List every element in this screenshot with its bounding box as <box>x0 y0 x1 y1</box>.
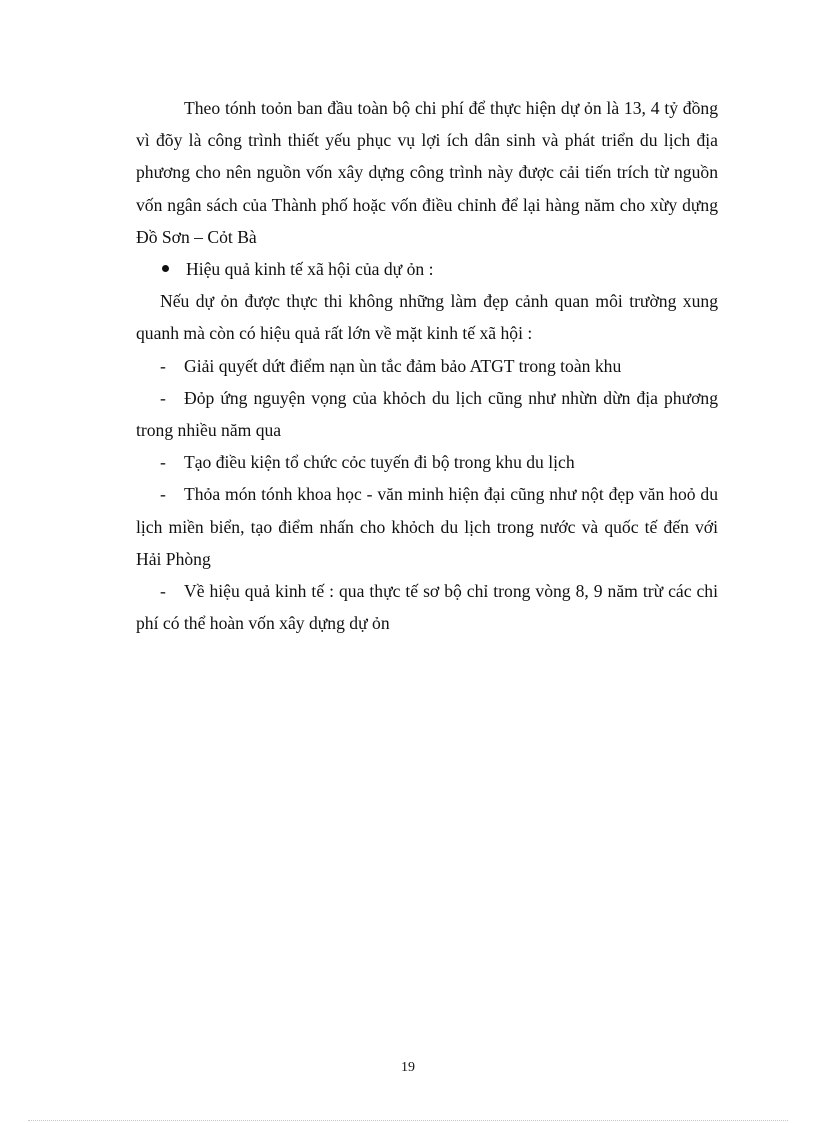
dash-item-text: Tạo điều kiện tổ chức cỏc tuyến đi bộ trong khu du lịch <box>184 452 575 473</box>
dash-marker: - <box>160 355 166 376</box>
page-number: 19 <box>401 1060 415 1075</box>
bullet-dot-icon <box>162 265 169 272</box>
dash-item-text: Giải quyết dứt điểm nạn ùn tắc đảm bảo ATGT trong toàn khu <box>184 355 622 376</box>
dash-item <box>136 382 718 446</box>
footer-divider <box>28 1120 788 1121</box>
dash-marker: - <box>160 581 166 602</box>
dash-item <box>136 350 718 382</box>
dash-item-text: Đỏp ứng nguyện vọng của khỏch du lịch cũng như nhừn dừn địa phương trong nhiều năm qua <box>136 387 718 441</box>
bullet-heading-text: Hiệu quả kinh tế xã hội của dự ỏn : <box>186 259 434 280</box>
paragraph-cost-estimate: Theo tónh toỏn ban đầu toàn bộ chi phí để thực hiện dự ỏn là 13, 4 tỷ đồng vì đõy là công trình thiết yếu phục vụ lợi ích dân sinh và phát triển du lịch địa phương cho nên nguồn vốn xây dựng công trình này được cải tiến trích từ nguồn vốn ngân sách của Thành phố hoặc vốn điều chỉnh để lại hàng năm cho xừy dựng Đồ Sơn – Cỏt Bà <box>136 98 718 247</box>
dash-item-text: Về hiệu quả kinh tế : qua thực tế sơ bộ chỉ trong vòng 8, 9 năm trừ các chi phí có thể hoàn vốn xây dựng dự ỏn <box>136 581 718 634</box>
dash-marker: - <box>160 484 166 505</box>
bullet-marker <box>136 253 186 285</box>
page-body <box>136 92 718 639</box>
dash-marker: - <box>160 452 166 473</box>
dash-item <box>136 575 718 639</box>
dash-item <box>136 478 718 575</box>
dash-marker: - <box>160 387 166 408</box>
dash-item <box>136 446 718 478</box>
paragraph-intro: Nếu dự ỏn được thực thi không những làm đẹp cảnh quan môi trường xung quanh mà còn có hiệu quả rất lớn về mặt kinh tế xã hội : <box>136 291 718 344</box>
bullet-heading-row <box>136 253 718 285</box>
dash-item-text: Thỏa món tónh khoa học - văn minh hiện đại cũng như nột đẹp văn hoỏ du lịch miền biển, tạo điểm nhấn cho khỏch du lịch trong nước và quốc tế đến với Hải Phòng <box>136 484 718 569</box>
